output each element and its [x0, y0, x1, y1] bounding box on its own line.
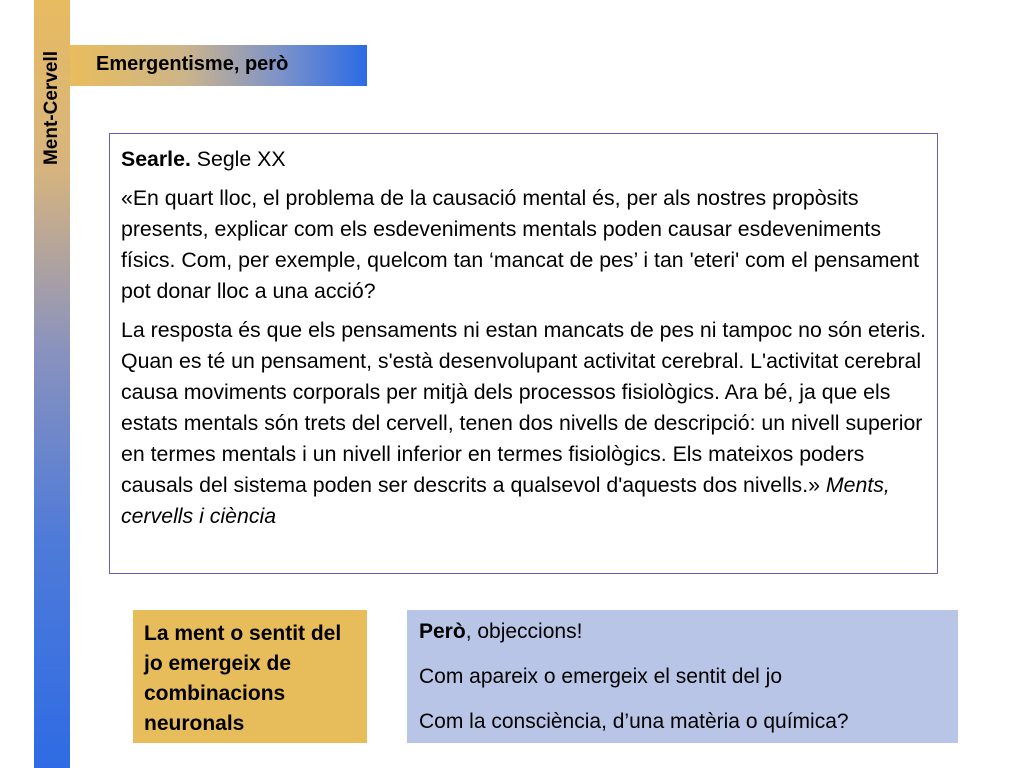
claim-box [133, 610, 367, 743]
quote-author: Searle. [121, 147, 191, 171]
quote-heading [121, 144, 927, 175]
quote-period: Segle XX [190, 147, 286, 171]
objections-box [407, 610, 958, 743]
claim-text: La ment o sentit del jo emergeix de combinacions neuronals [144, 622, 342, 735]
objections-heading [419, 617, 948, 647]
objection-item-1: Com apareix o emergeix el sentit del jo [419, 665, 783, 688]
objections-lead-rest: , objeccions! [465, 620, 583, 643]
quote-box [109, 133, 938, 574]
objection-item-2: Com la consciència, d’una matèria o química? [419, 710, 849, 733]
quote-source-work: Ments, cervells i ciència [121, 473, 890, 528]
sidebar-label: Ment-Cervell [41, 50, 62, 166]
slide-title: Emergentisme, però [96, 53, 289, 75]
quote-paragraph-2-text: La resposta és que els pensaments ni estan mancats de pes ni tampoc no són eteris. Quan es té un pensament, s'està desenvolupant activitat cerebral. L'activitat cerebral causa moviments corporals per mitjà dels processos fisiològics. Ara bé, ja que els estats mentals són trets del cervell, tenen dos nivells de descripció: un nivell superior en termes mentals i un nivell inferior en termes fisiològics. Els mateixos poders causals del sistema poden ser descrits a qualsevol d'aquests dos nivells.» [121, 318, 927, 497]
quote-paragraph-2 [121, 315, 927, 532]
objections-lead: Però [419, 620, 466, 643]
quote-paragraph-1: «En quart lloc, el problema de la causació mental és, per als nostres propòsits presents, explicar com els esdeveniments mentals poden causar esdeveniments físics. Com, per exemple, quelcom tan ‘mancat de pes’ i tan 'eteri' com el pensament pot donar lloc a una acció? [121, 186, 920, 303]
